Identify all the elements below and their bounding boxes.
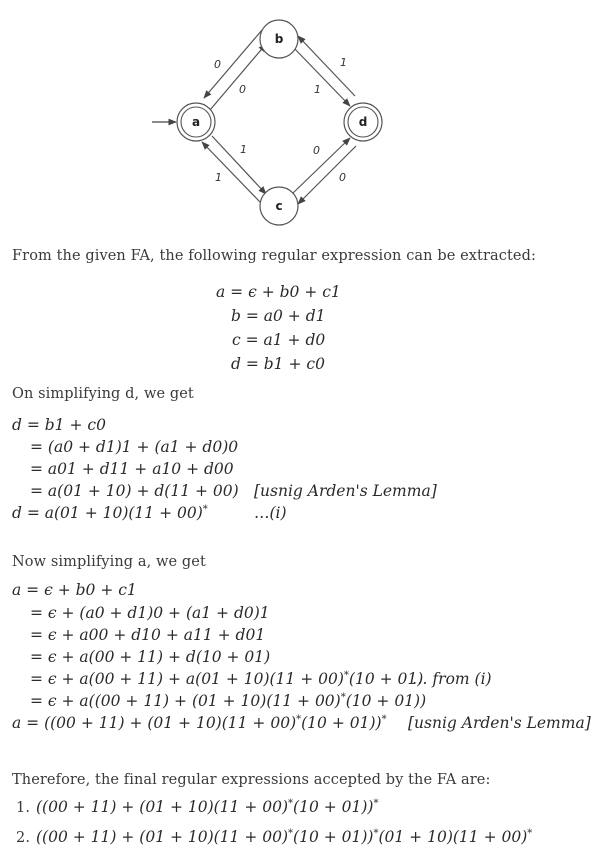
a-step-1: a = ϵ + b0 + c1 (12, 581, 137, 599)
edge-a-b (210, 44, 266, 110)
d-step-5: d = a(01 + 10)(11 + 00)* (12, 504, 208, 523)
state-c-label: c (275, 199, 283, 213)
final-expr-1: ((00 + 11) + (01 + 10)(11 + 00)*(10 + 01))* (36, 798, 379, 817)
a-step-6: = ϵ + a((00 + 11) + (01 + 10)(11 + 00)*(10 + 01)) (30, 692, 427, 711)
edge-b-a (204, 30, 262, 98)
edge-c-d (292, 138, 350, 194)
edge-b-d (292, 46, 350, 106)
edge-label-b-d: 1 (340, 56, 347, 69)
state-a (177, 103, 215, 141)
system-eq-3: c = a1 + d0 (232, 331, 326, 349)
state-a-label: a (191, 115, 201, 129)
final-num-1: 1. (16, 800, 31, 816)
edge-label-c-d: 0 (313, 144, 320, 157)
d-step-1: d = b1 + c0 (12, 416, 106, 434)
state-d (344, 103, 382, 141)
a-step-3: = ϵ + a00 + d10 + a11 + d01 (30, 626, 266, 644)
a-step-2: = ϵ + (a0 + d1)0 + (a1 + d0)1 (30, 604, 270, 622)
system-eq-1: a = ϵ + b0 + c1 (216, 283, 341, 301)
system-eq-4: d = b1 + c0 (231, 355, 325, 373)
d-note-ref: …(i) (254, 504, 287, 522)
a-note-arden: [usnig Arden's Lemma] (408, 714, 591, 732)
d-step-3: = a01 + d11 + a10 + d00 (30, 460, 234, 478)
edge-d-c (298, 146, 356, 204)
a-step-5: = ϵ + a(00 + 11) + a(01 + 10)(11 + 00)*(10 + 01) (30, 670, 424, 689)
edge-label-c-a: 1 (215, 171, 222, 184)
edge-label-a-b: 0 (239, 83, 246, 96)
simplify-d-label: On simplifying d, we get (12, 386, 194, 402)
state-c (260, 187, 298, 225)
final-num-2: 2. (16, 830, 31, 846)
state-d-label: d (358, 115, 368, 129)
d-note-arden: [usnig Arden's Lemma] (254, 482, 437, 500)
d-step-2: = (a0 + d1)1 + (a1 + d0)0 (30, 438, 239, 456)
d-step-4: = a(01 + 10) + d(11 + 00) (30, 482, 239, 500)
edge-label-a-c: 1 (240, 143, 247, 156)
conclusion-text: Therefore, the final regular expressions accepted by the FA are: (12, 772, 491, 788)
fa-diagram (0, 0, 600, 240)
state-b (260, 20, 298, 58)
edge-a-c (212, 136, 266, 194)
system-eq-2: b = a0 + d1 (231, 307, 326, 325)
final-expr-2: ((00 + 11) + (01 + 10)(11 + 00)*(10 + 01))*(01 + 10)(11 + 00)* (36, 828, 533, 847)
edge-c-a (202, 142, 260, 202)
intro-text: From the given FA, the following regular expression can be extracted: (12, 248, 536, 264)
state-b-label: b (274, 32, 284, 46)
a-step-7: a = ((00 + 11) + (01 + 10)(11 + 00)*(10 + 01))* (12, 714, 387, 733)
edge-label-d-b: 1 (314, 83, 321, 96)
a-note-from: … from (i) (412, 670, 492, 688)
a-step-4: = ϵ + a(00 + 11) + d(10 + 01) (30, 648, 271, 666)
edge-label-d-c: 0 (339, 171, 346, 184)
simplify-a-label: Now simplifying a, we get (12, 554, 206, 570)
edge-label-b-a: 0 (214, 58, 221, 71)
